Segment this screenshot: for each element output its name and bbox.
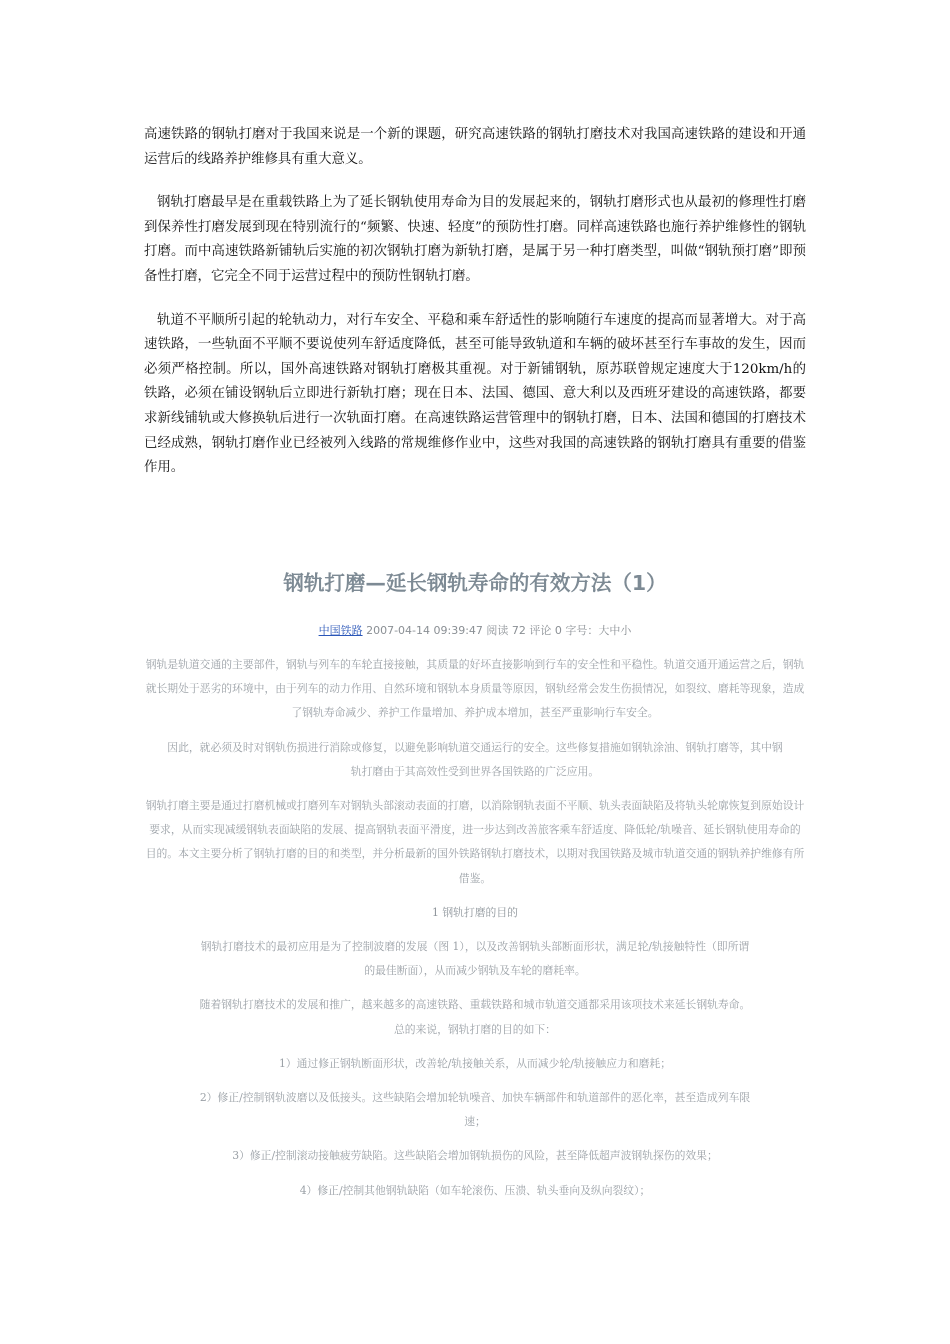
article-paragraph-5: 随着钢轨打磨技术的发展和推广，越来越多的高速铁路、重载铁路和城市轨道交通都采用该项技术来延长钢轨寿命。总的来说，钢轨打磨的目的如下： [199, 998, 751, 1036]
comment-label: 评论 [529, 624, 552, 637]
font-size-label: 字号： [565, 624, 599, 637]
article-title: 钢轨打磨—延长钢轨寿命的有效方法（1） [283, 571, 667, 595]
section-heading: 1 钢轨打磨的目的 [432, 905, 518, 919]
comment-count: 0 [554, 624, 562, 637]
read-count: 72 [511, 624, 526, 637]
article-paragraph-1: 钢轨是轨道交通的主要部件，钢轨与列车的车轮直接接触，其质量的好坏直接影响到行车的安全性和平稳性。轨道交通开通运营之后，钢轨就长期处于恶劣的环境中，由于列车的动力作用、自然环境和钢轨本身质量等原因，钢轨经常会发生伤损情况，如裂纹、磨耗等现象，造成了钢轨寿命减少、养护工作量增加、养护成本增加，甚至严重影响行车安全。 [145, 658, 805, 720]
list-item-2: 2）修正/控制钢轨波磨以及低接头。这些缺陷会增加轮轨噪音、加快车辆部件和轨道部件的恶化率，甚至造成列车限速； [199, 1091, 751, 1129]
intro-paragraph-3: 轨道不平顺所引起的轮轨动力，对行车安全、平稳和乘车舒适性的影响随行车速度的提高而显著增大。对于高速铁路，一些轨面不平顺不要说使列车舒适度降低，甚至可能导致轨道和车辆的破坏甚至行车事故的发生，因而必须严格控制。所以，国外高速铁路对钢轨打磨极其重视。对于新铺钢轨，原苏联曾规定速度大于120km/h的铁路，必须在铺设钢轨后立即进行新轨打磨；现在日本、法国、德国、意大利以及西班牙建设的高速铁路，都要求新线铺轨或大修换轨后进行一次轨面打磨。在高速铁路运营管理中的钢轨打磨，日本、法国和德国的打磨技术已经成熟，钢轨打磨作业已经被列入线路的常规维修作业中，这些对我国的高速铁路的钢轨打磨具有重要的借鉴作用。 [144, 312, 806, 476]
intro-paragraph-1: 高速铁路的钢轨打磨对于我国来说是一个新的课题，研究高速铁路的钢轨打磨技术对我国高速铁路的建设和开通运营后的线路养护维修具有重大意义。 [144, 127, 806, 167]
font-size-options[interactable]: 大中小 [598, 624, 632, 637]
list-item-4: 4）修正/控制其他钢轨缺陷（如车轮滚伤、压溃、轨头垂向及纵向裂纹）； [299, 1183, 651, 1197]
source-link[interactable]: 中国铁路 [318, 624, 363, 637]
article-datetime: 2007-04-14 09:39:47 [366, 624, 483, 637]
intro-section [144, 123, 806, 500]
article-meta [144, 622, 806, 638]
article-paragraph-2: 因此，就必须及时对钢轨伤损进行消除或修复，以避免影响轨道交通运行的安全。这些修复措施如钢轨涂油、钢轨打磨等，其中钢轨打磨由于其高效性受到世界各国铁路的广泛应用。 [167, 740, 783, 778]
intro-paragraph-2: 钢轨打磨最早是在重载铁路上为了延长钢轨使用寿命为目的发展起来的，钢轨打磨形式也从最初的修理性打磨到保养性打磨发展到现在特别流行的“频繁、快速、轻度”的预防性打磨。同样高速铁路也施行养护维修性的钢轨打磨。而中高速铁路新铺轨后实施的初次钢轨打磨为新轨打磨，是属于另一种打磨类型，叫做“钢轨预打磨”即预备性打磨，它完全不同于运营过程中的预防性钢轨打磨。 [144, 195, 806, 284]
read-label: 阅读 [486, 624, 509, 637]
article-body [144, 653, 806, 1213]
list-item-3: 3）修正/控制滚动接触疲劳缺陷。这些缺陷会增加钢轨损伤的风险，甚至降低超声波钢轨探伤的效果； [232, 1149, 718, 1163]
article-paragraph-3: 钢轨打磨主要是通过打磨机械或打磨列车对钢轨头部滚动表面的打磨，以消除钢轨表面不平顺、轨头表面缺陷及将轨头轮廓恢复到原始设计要求，从而实现减缓钢轨表面缺陷的发展、提高钢轨表面平滑度，进一步达到改善旅客乘车舒适度、降低轮/轨噪音、延长钢轨使用寿命的目的。本文主要分析了钢轨打磨的目的和类型，并分析最新的国外铁路钢轨打磨技术，以期对我国铁路及城市轨道交通的钢轨养护维修有所借鉴。 [145, 799, 805, 885]
article-paragraph-4: 钢轨打磨技术的最初应用是为了控制波磨的发展（图 1），以及改善钢轨头部断面形状，满足轮/轨接触特性（即所谓的最佳断面），从而减少钢轨及车轮的磨耗率。 [200, 940, 750, 978]
list-item-1: 1）通过修正钢轨断面形状，改善轮/轨接触关系，从而减少轮/轨接触应力和磨耗； [278, 1056, 672, 1070]
